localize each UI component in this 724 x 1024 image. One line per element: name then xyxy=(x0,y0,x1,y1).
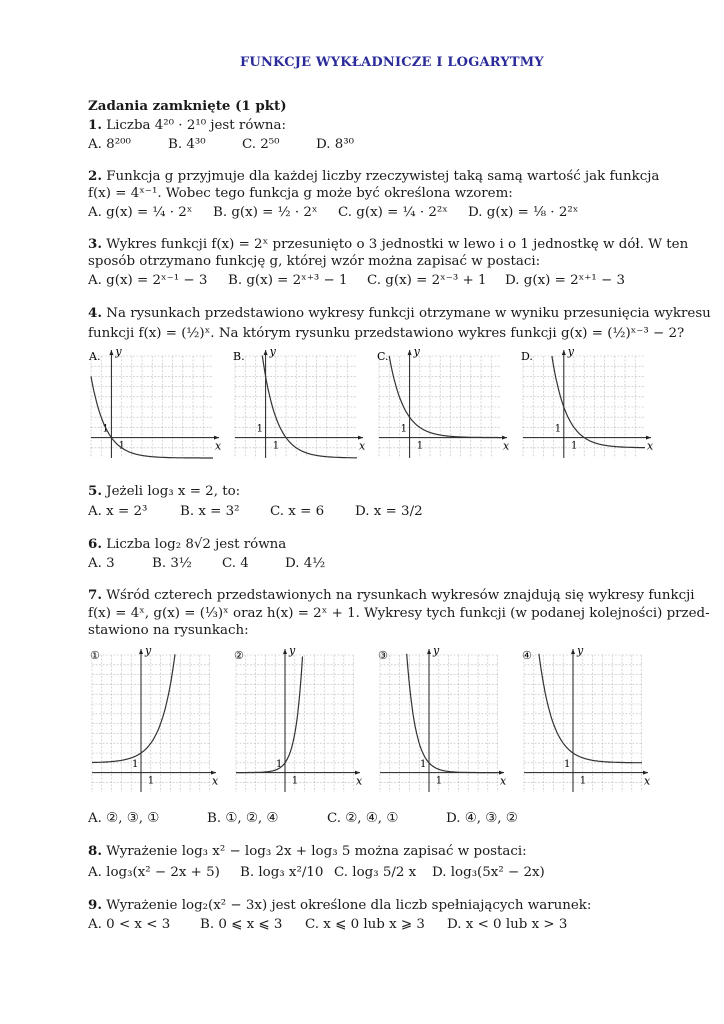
q2-option-d: D. g(x) = ⅛ · 2²ˣ xyxy=(468,205,579,220)
q7-option-b: B. ①, ②, ④ xyxy=(207,811,279,826)
x-axis-label: x xyxy=(359,439,366,453)
q2-option-c: C. g(x) = ¼ · 2²ˣ xyxy=(338,205,448,220)
y-tick-label: 1 xyxy=(400,423,407,435)
q1-option-c: C. 2⁵⁰ xyxy=(242,137,280,152)
x-tick-label: 1 xyxy=(147,775,155,787)
q4-graphs xyxy=(86,345,654,470)
question-number: 3. xyxy=(88,236,102,252)
x-axis-label: x xyxy=(212,774,219,788)
question-number: 1. xyxy=(88,117,102,133)
x-tick-label: 1 xyxy=(291,775,299,787)
q9-option-d: D. x < 0 lub x > 3 xyxy=(447,917,568,932)
y-tick-label: 1 xyxy=(102,423,109,435)
x-axis-label: x xyxy=(644,774,651,788)
y-tick-label: 1 xyxy=(256,423,263,435)
y-axis-label: y xyxy=(145,644,152,657)
y-tick-label: 1 xyxy=(420,758,427,770)
question-9 xyxy=(88,897,591,914)
graph-label: C. xyxy=(377,350,389,363)
x-tick-label: 1 xyxy=(571,440,578,452)
y-axis-arrow xyxy=(408,350,412,355)
q7-graph-2 xyxy=(234,644,363,792)
question-7-line-2: f(x) = 4ˣ, g(x) = (⅓)ˣ oraz h(x) = 2ˣ + 1. Wykresy tych funkcji (w podanej kolejności) przed- xyxy=(88,606,710,621)
y-tick-label: 1 xyxy=(276,758,283,770)
y-axis-arrow xyxy=(109,350,113,355)
question-text: Na rysunkach przedstawiono wykresy funkcji otrzymane w wyniku przesunięcia wykresu xyxy=(106,306,711,321)
function-curve xyxy=(552,356,645,448)
question-number: 7. xyxy=(88,587,102,603)
q8-option-c: C. log₃ 5/2 x xyxy=(334,865,417,880)
y-axis-arrow xyxy=(562,350,566,355)
q1-option-b: B. 4³⁰ xyxy=(168,137,206,152)
question-number: 6. xyxy=(88,536,102,552)
q6-option-c: C. 4 xyxy=(222,556,249,571)
q6-option-a: A. 3 xyxy=(88,556,115,571)
y-axis-label: y xyxy=(269,345,276,358)
q7-option-d: D. ④, ③, ② xyxy=(446,811,518,826)
question-text: Wyrażenie log₃ x² − log₃ 2x + log₃ 5 można zapisać w postaci: xyxy=(106,844,527,859)
q4-graph-d xyxy=(521,345,654,458)
question-text: Jeżeli log₃ x = 2, to: xyxy=(106,484,241,499)
function-curve xyxy=(539,654,642,763)
y-tick-label: 1 xyxy=(554,423,562,435)
question-4-line-2: funkcji f(x) = (½)ˣ. Na którym rysunku przedstawiono wykres funkcji g(x) = (½)ˣ⁻³ − 2? xyxy=(88,326,685,341)
question-8 xyxy=(88,843,527,860)
y-axis-arrow xyxy=(264,350,268,355)
question-number: 8. xyxy=(88,843,102,859)
question-text: Wyrażenie log₂(x² − 3x) jest określone dla liczb spełniających warunek: xyxy=(106,898,592,913)
x-axis-label: x xyxy=(215,439,222,453)
question-text: Wśród czterech przedstawionych na rysunkach wykresów znajdują się wykresy funkcji xyxy=(106,588,695,603)
q7-graph-1 xyxy=(90,644,219,792)
q2-option-a: A. g(x) = ¼ · 2ˣ xyxy=(88,205,193,220)
question-text: Liczba 4²⁰ · 2¹⁰ jest równa: xyxy=(106,118,286,133)
q5-option-c: C. x = 6 xyxy=(270,504,325,519)
graph-label: ① xyxy=(90,649,100,662)
question-number: 4. xyxy=(88,305,102,321)
question-6 xyxy=(88,536,286,553)
q3-option-b: B. g(x) = 2ˣ⁺³ − 1 xyxy=(228,273,348,288)
question-7-line-3: stawiono na rysunkach: xyxy=(88,623,249,638)
q4-graph-c xyxy=(377,345,510,458)
y-tick-label: 1 xyxy=(132,758,139,770)
graph-label: ② xyxy=(234,649,244,662)
q9-option-b: B. 0 ⩽ x ⩽ 3 xyxy=(200,917,283,932)
q3-option-a: A. g(x) = 2ˣ⁻¹ − 3 xyxy=(88,273,208,288)
question-5 xyxy=(88,483,240,500)
question-2-line-2: f(x) = 4ˣ⁻¹. Wobec tego funkcja g może być określona wzorem: xyxy=(88,186,513,201)
q5-option-a: A. x = 2³ xyxy=(88,504,148,519)
question-number: 9. xyxy=(88,897,102,913)
q8-option-d: D. log₃(5x² − 2x) xyxy=(432,865,545,880)
page-title: FUNKCJE WYKŁADNICZE I LOGARYTMY xyxy=(240,55,544,70)
x-axis-label: x xyxy=(500,774,507,788)
y-axis-arrow xyxy=(283,649,287,654)
graph-label: B. xyxy=(233,350,245,363)
y-tick-label: 1 xyxy=(564,758,571,770)
q5-option-d: D. x = 3/2 xyxy=(355,504,423,519)
question-number: 5. xyxy=(88,483,102,499)
function-curve xyxy=(92,654,175,762)
q3-option-c: C. g(x) = 2ˣ⁻³ + 1 xyxy=(367,273,487,288)
x-axis-label: x xyxy=(503,439,510,453)
question-number: 2. xyxy=(88,168,102,184)
question-3-line-1 xyxy=(88,236,688,253)
q1-option-d: D. 8³⁰ xyxy=(316,137,355,152)
question-7-line-1 xyxy=(88,587,695,604)
y-axis-arrow xyxy=(427,649,431,654)
q7-graph-4 xyxy=(522,644,651,792)
x-tick-label: 1 xyxy=(435,775,443,787)
x-tick-label: 1 xyxy=(272,440,280,452)
x-axis-label: x xyxy=(356,774,363,788)
graph-label: ④ xyxy=(522,649,532,662)
question-text: Wykres funkcji f(x) = 2ˣ przesunięto o 3 jednostki w lewo i o 1 jednostkę w dół. W ten xyxy=(106,237,689,252)
q4-graph-b xyxy=(233,345,366,458)
x-tick-label: 1 xyxy=(118,440,125,452)
section-header: Zadania zamknięte (1 pkt) xyxy=(88,98,287,114)
q5-option-b: B. x = 3² xyxy=(180,504,240,519)
q9-option-c: C. x ⩽ 0 lub x ⩾ 3 xyxy=(305,917,425,932)
graph-label: ③ xyxy=(378,649,388,662)
x-axis-label: x xyxy=(647,439,654,453)
x-tick-label: 1 xyxy=(579,775,587,787)
question-2-line-1 xyxy=(88,168,659,185)
question-text: Funkcja g przyjmuje dla każdej liczby rzeczywistej taką samą wartość jak funkcja xyxy=(106,169,660,184)
question-3-line-2: sposób otrzymano funkcję g, której wzór można zapisać w postaci: xyxy=(88,254,541,269)
q6-option-d: D. 4½ xyxy=(285,556,326,571)
function-curve xyxy=(407,654,498,773)
q7-graph-3 xyxy=(378,644,507,792)
q2-option-b: B. g(x) = ½ · 2ˣ xyxy=(213,205,318,220)
y-axis-arrow xyxy=(571,649,575,654)
y-axis-arrow xyxy=(139,649,143,654)
y-axis-label: y xyxy=(115,345,122,358)
y-axis-label: y xyxy=(433,644,440,657)
q8-option-a: A. log₃(x² − 2x + 5) xyxy=(88,865,220,880)
q4-graph-a xyxy=(88,345,222,458)
y-axis-label: y xyxy=(577,644,584,657)
y-axis-label: y xyxy=(289,644,296,657)
graph-label: D. xyxy=(521,350,533,363)
question-1 xyxy=(88,117,286,134)
x-tick-label: 1 xyxy=(416,440,424,452)
q9-option-a: A. 0 < x < 3 xyxy=(88,917,171,932)
q7-graphs xyxy=(86,644,651,800)
question-4-line-1 xyxy=(88,305,711,322)
q1-option-a: A. 8²⁰⁰ xyxy=(88,137,131,152)
q8-option-b: B. log₃ x²/10 xyxy=(240,865,324,880)
q3-option-d: D. g(x) = 2ˣ⁺¹ − 3 xyxy=(505,273,625,288)
q7-option-c: C. ②, ④, ① xyxy=(327,811,399,826)
y-axis-label: y xyxy=(567,345,575,358)
y-axis-label: y xyxy=(413,345,420,358)
graph-label: A. xyxy=(89,350,101,363)
q7-option-a: A. ②, ③, ① xyxy=(88,811,160,826)
q6-option-b: B. 3½ xyxy=(152,556,192,571)
question-text: Liczba log₂ 8√2 jest równa xyxy=(106,537,287,552)
